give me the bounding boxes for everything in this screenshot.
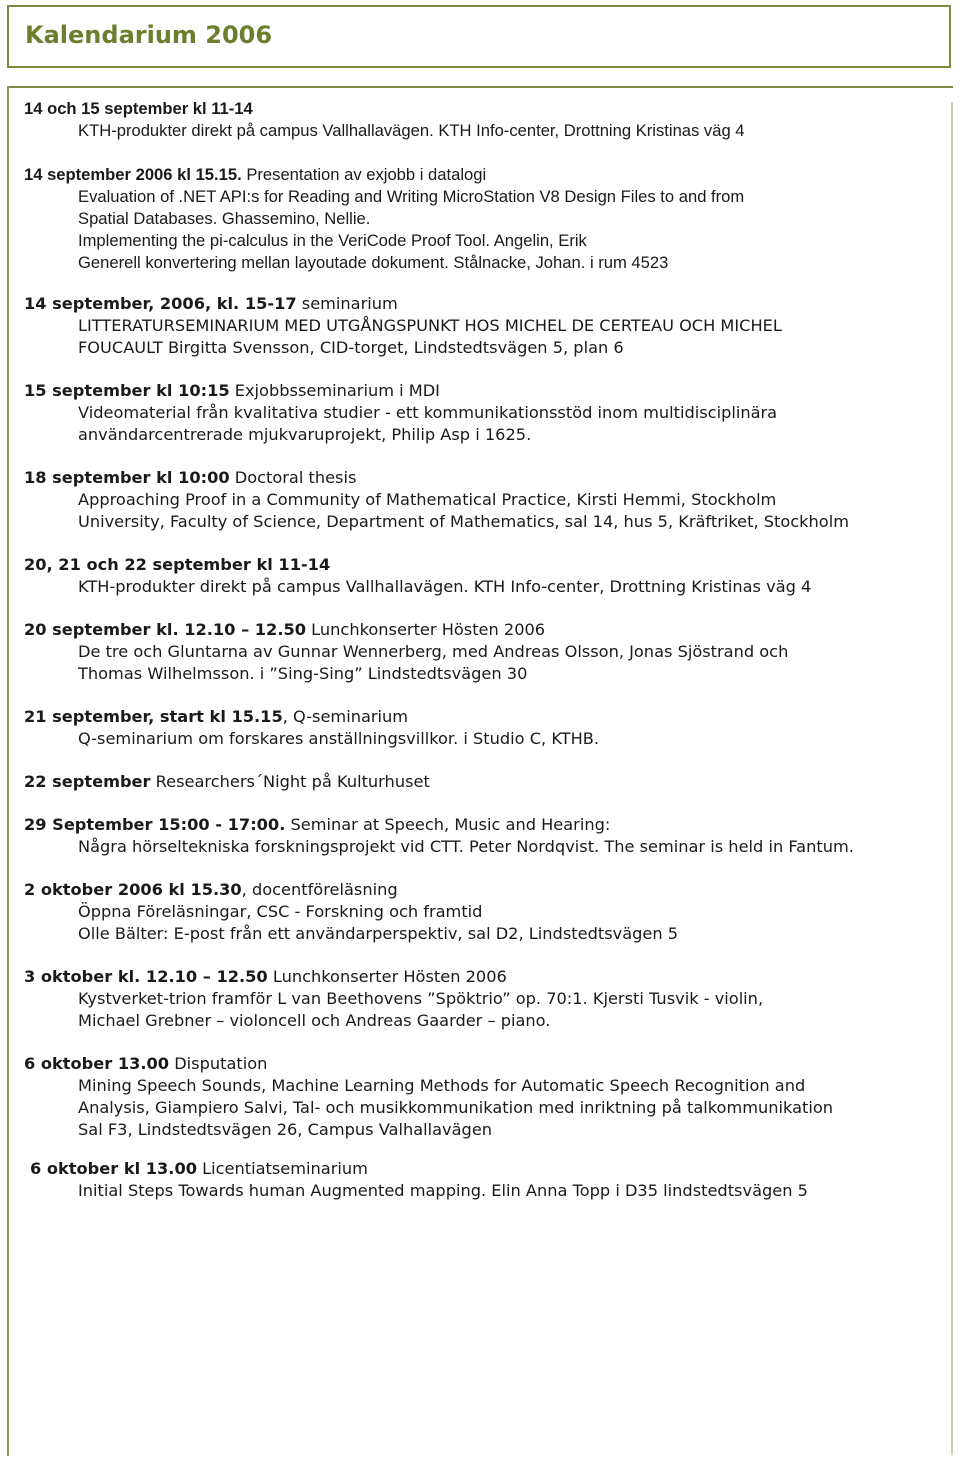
event-date: 18 september kl 10:00 bbox=[24, 468, 230, 487]
event-entry bbox=[24, 706, 599, 750]
event-heading bbox=[24, 98, 745, 120]
event-heading bbox=[24, 380, 777, 402]
event-detail-line: LITTERATURSEMINARIUM MED UTGÅNGSPUNKT HOS MICHEL DE CERTEAU OCH MICHEL bbox=[78, 315, 782, 335]
divider-left bbox=[7, 86, 9, 1456]
event-heading bbox=[24, 619, 788, 641]
event-detail-line: KTH-produkter direkt på campus Vallhallavägen. KTH Info-center, Drottning Kristinas väg 4 bbox=[78, 120, 745, 140]
event-entry bbox=[24, 293, 782, 359]
event-heading bbox=[24, 164, 744, 186]
event-heading bbox=[24, 293, 782, 315]
event-type: seminarium bbox=[296, 294, 398, 313]
event-heading bbox=[24, 554, 811, 576]
event-heading bbox=[24, 1158, 808, 1180]
event-date: 3 oktober kl. 12.10 – 12.50 bbox=[24, 967, 268, 986]
event-date: 2 oktober 2006 kl 15.30 bbox=[24, 880, 242, 899]
event-date: 15 september kl 10:15 bbox=[24, 381, 230, 400]
event-heading bbox=[24, 966, 763, 988]
event-detail-line: De tre och Gluntarna av Gunnar Wennerberg, med Andreas Olsson, Jonas Sjöstrand och bbox=[78, 641, 789, 661]
event-date: 6 oktober kl 13.00 bbox=[30, 1159, 197, 1178]
event-detail-line: Sal F3, Lindstedtsvägen 26, Campus Valhallavägen bbox=[78, 1119, 493, 1139]
event-detail-line: Mining Speech Sounds, Machine Learning Methods for Automatic Speech Recognition and bbox=[78, 1075, 806, 1095]
event-heading bbox=[24, 879, 678, 901]
event-detail-line: Kystverket-trion framför L van Beethovens ”Spöktrio” op. 70:1. Kjersti Tusvik - violin, bbox=[78, 988, 764, 1008]
event-type: Lunchkonserter Hösten 2006 bbox=[267, 967, 507, 986]
event-entry bbox=[24, 814, 854, 858]
event-detail-line: Videomaterial från kvalitativa studier - ett kommunikationsstöd inom multidisciplinära bbox=[78, 402, 778, 422]
event-detail-line: Approaching Proof in a Community of Mathematical Practice, Kirsti Hemmi, Stockholm bbox=[78, 489, 777, 509]
event-heading bbox=[24, 771, 430, 793]
event-detail-line: Analysis, Giampiero Salvi, Tal- och musikkommunikation med inriktning på talkommunikation bbox=[78, 1097, 834, 1117]
page-title: Kalendarium 2006 bbox=[25, 21, 273, 49]
event-entry bbox=[24, 467, 849, 533]
event-entry bbox=[24, 1053, 833, 1141]
event-detail-line: Öppna Föreläsningar, CSC - Forskning och framtid bbox=[78, 901, 483, 921]
event-detail-line: Generell konvertering mellan layoutade dokument. Stålnacke, Johan. i rum 4523 bbox=[78, 252, 669, 272]
event-detail-line: användarcentrerade mjukvaruprojekt, Philip Asp i 1625. bbox=[78, 424, 532, 444]
event-detail-line: Implementing the pi-calculus in the VeriCode Proof Tool. Angelin, Erik bbox=[78, 230, 587, 250]
event-entry bbox=[24, 380, 777, 446]
event-detail-line: Några hörseltekniska forskningsprojekt vid CTT. Peter Nordqvist. The seminar is held in Fantum. bbox=[78, 836, 854, 856]
event-detail-line: Evaluation of .NET API:s for Reading and Writing MicroStation V8 Design Files to and from bbox=[78, 186, 745, 206]
event-entry bbox=[24, 771, 430, 793]
event-detail-line: Initial Steps Towards human Augmented mapping. Elin Anna Topp i D35 lindstedtsvägen 5 bbox=[78, 1180, 808, 1200]
event-type: Disputation bbox=[169, 1054, 268, 1073]
event-detail-line: KTH-produkter direkt på campus Vallhallavägen. KTH Info-center, Drottning Kristinas väg 4 bbox=[78, 576, 812, 596]
event-type: Licentiatseminarium bbox=[196, 1159, 368, 1178]
event-type: Researchers´Night på Kulturhuset bbox=[150, 772, 430, 791]
event-entry bbox=[24, 879, 678, 945]
event-date: 20, 21 och 22 september kl 11-14 bbox=[24, 555, 331, 574]
event-type: Doctoral thesis bbox=[229, 468, 357, 487]
event-date: 6 oktober 13.00 bbox=[24, 1054, 170, 1073]
event-entry bbox=[24, 966, 763, 1032]
event-heading bbox=[24, 1053, 833, 1075]
event-entry bbox=[24, 98, 745, 142]
divider-right bbox=[951, 102, 953, 1455]
event-detail-line: Thomas Wilhelmsson. i ”Sing-Sing” Lindstedtsvägen 30 bbox=[78, 663, 528, 683]
header-box bbox=[7, 5, 951, 68]
event-type: Exjobbsseminarium i MDI bbox=[229, 381, 440, 400]
event-detail-line: Michael Grebner – violoncell och Andreas Gaarder – piano. bbox=[78, 1010, 551, 1030]
event-date: 14 september, 2006, kl. 15-17 bbox=[24, 294, 297, 313]
event-date: 14 och 15 september kl 11-14 bbox=[24, 99, 253, 118]
event-heading bbox=[24, 467, 849, 489]
event-date: 29 September 15:00 - 17:00. bbox=[24, 815, 286, 834]
event-type: Lunchkonserter Hösten 2006 bbox=[306, 620, 546, 639]
event-date: 20 september kl. 12.10 – 12.50 bbox=[24, 620, 307, 639]
event-heading bbox=[24, 706, 599, 728]
event-detail-line: University, Faculty of Science, Department of Mathematics, sal 14, hus 5, Kräftriket, Stockholm bbox=[78, 511, 849, 531]
event-detail-line: FOUCAULT Birgitta Svensson, CID-torget, Lindstedtsvägen 5, plan 6 bbox=[78, 337, 624, 357]
event-type: , Q-seminarium bbox=[282, 707, 409, 726]
event-detail-line: Olle Bälter: E-post från ett användarperspektiv, sal D2, Lindstedtsvägen 5 bbox=[78, 923, 679, 943]
event-entry bbox=[24, 164, 744, 274]
event-heading bbox=[24, 814, 854, 836]
event-detail-line: Q-seminarium om forskares anställningsvillkor. i Studio C, KTHB. bbox=[78, 728, 599, 748]
event-entry bbox=[24, 554, 811, 598]
event-type: , docentföreläsning bbox=[241, 880, 398, 899]
event-entry bbox=[24, 619, 788, 685]
event-date: 22 september bbox=[24, 772, 151, 791]
event-date: 14 september 2006 kl 15.15. bbox=[24, 165, 242, 184]
event-entry bbox=[24, 1158, 808, 1202]
event-type: Seminar at Speech, Music and Hearing: bbox=[285, 815, 611, 834]
divider-top bbox=[7, 86, 953, 88]
event-detail-line: Spatial Databases. Ghassemino, Nellie. bbox=[78, 208, 371, 228]
event-date: 21 september, start kl 15.15 bbox=[24, 707, 283, 726]
event-type: Presentation av exjobb i datalogi bbox=[241, 165, 487, 184]
